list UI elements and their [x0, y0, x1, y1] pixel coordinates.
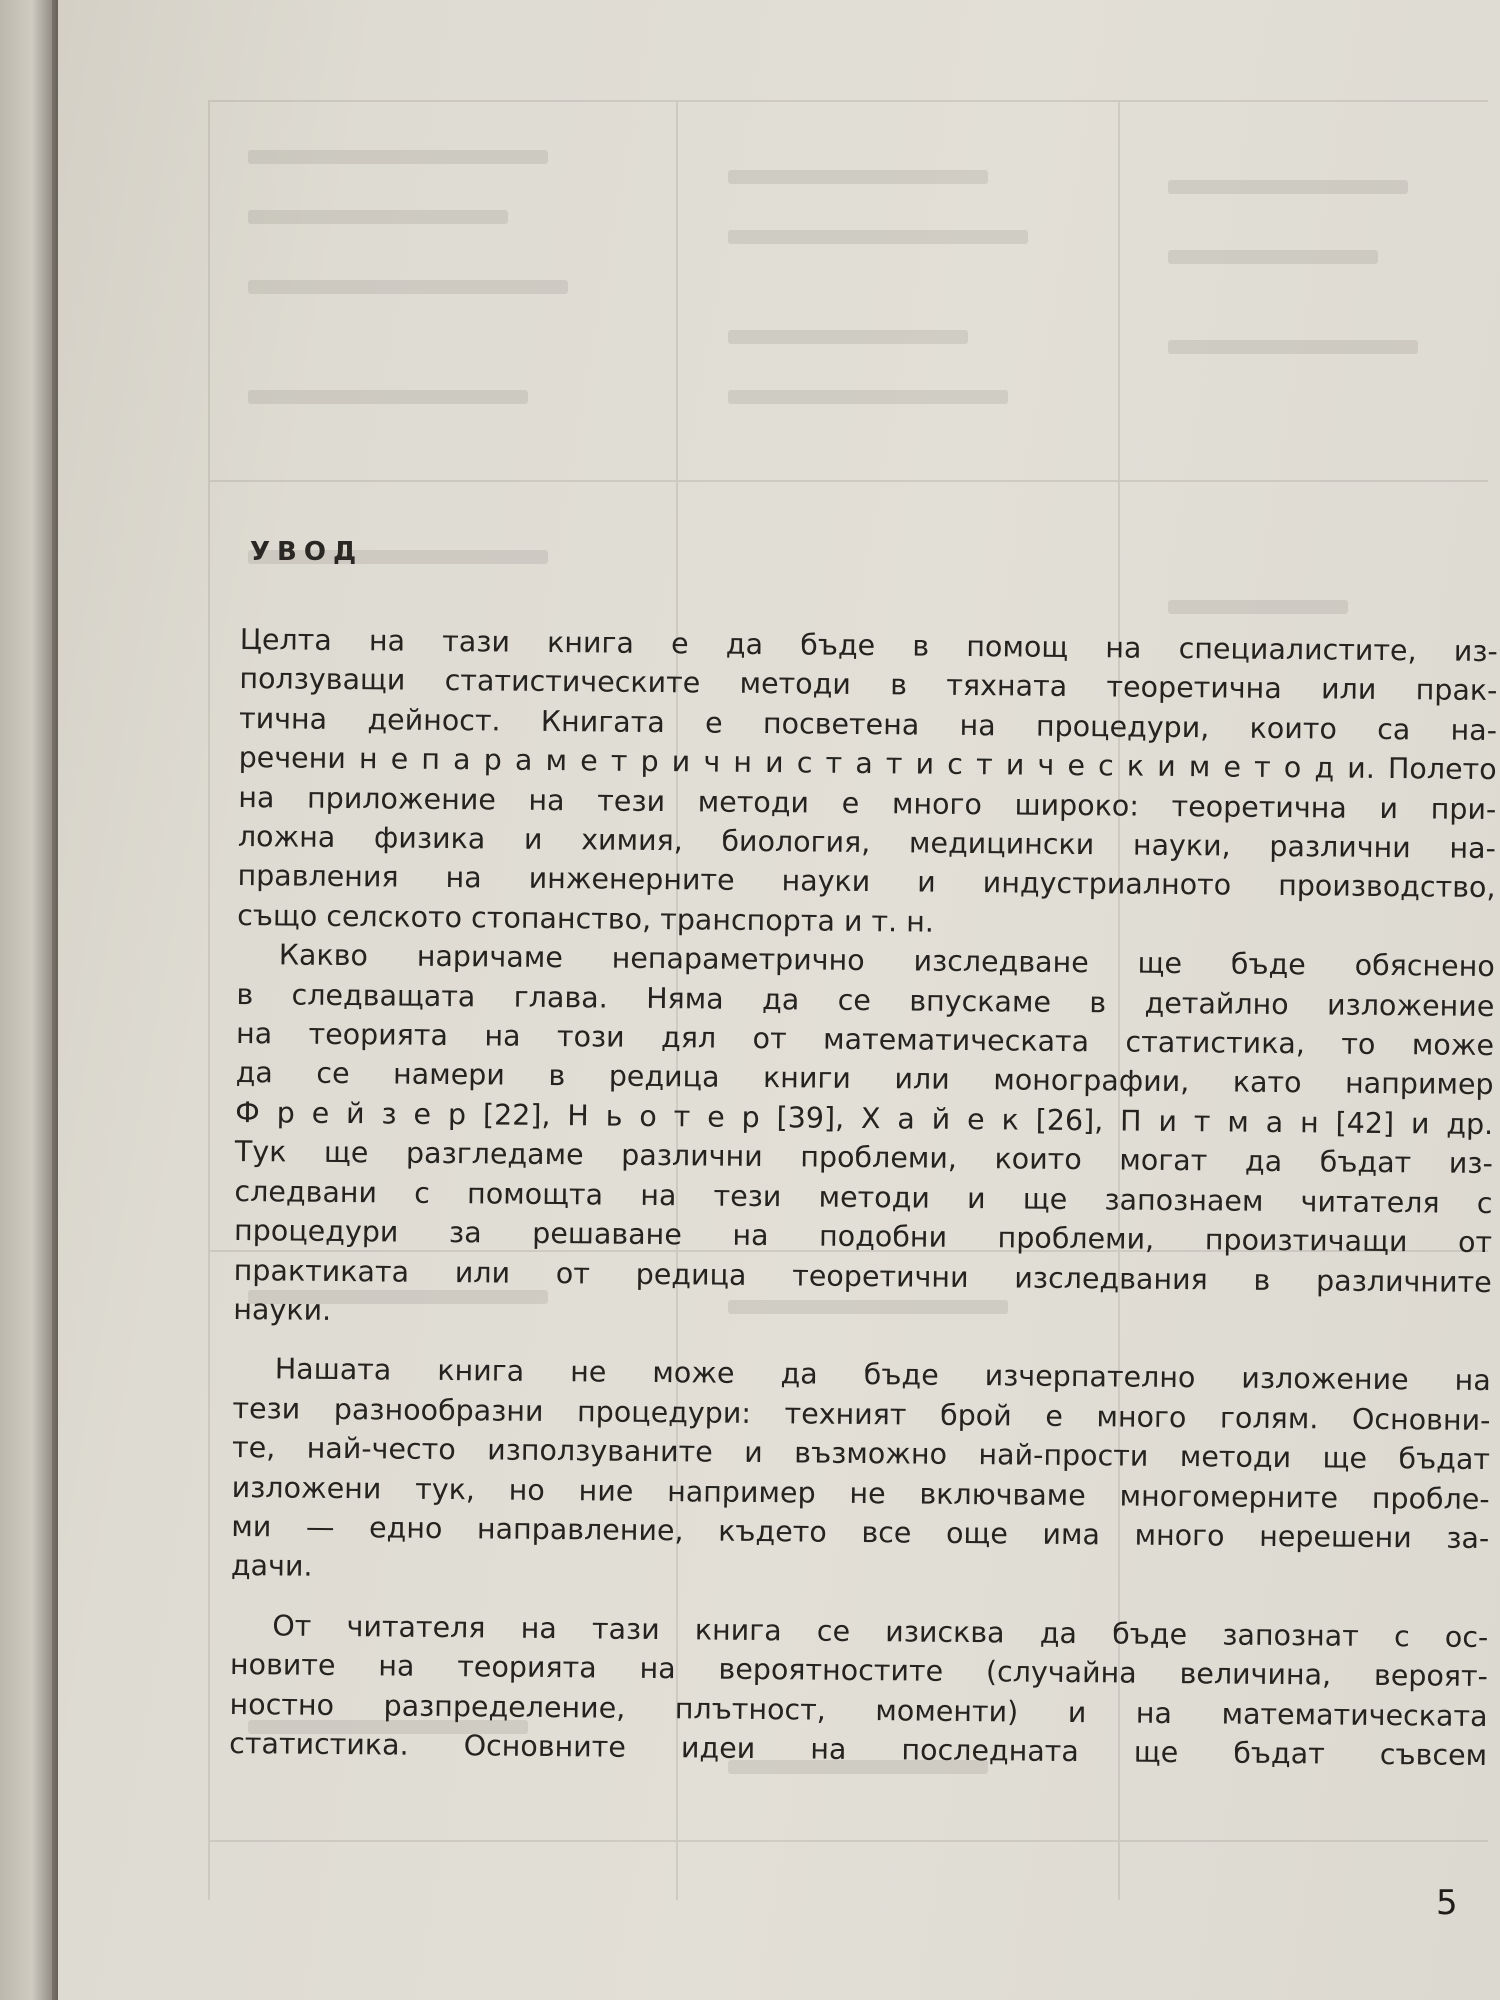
text-line: също селското стопанство, транспорта и т. н.	[237, 898, 935, 939]
text-line: следвани с помощта на тези методи и ще запознаем читателя с	[234, 1174, 1493, 1220]
paragraph-4	[229, 1606, 1488, 1776]
text-line: в следващата глава. Няма да се впускаме в детайлно изложение	[236, 977, 1495, 1023]
text-line: новите на теорията на вероятностите (случайна величина, вероят-	[229, 1648, 1489, 1694]
paragraph-3	[231, 1349, 1491, 1598]
text-line: те, най-често използуваните и възможно най-прости методи ще бъдат	[231, 1431, 1491, 1477]
paragraph-2	[233, 935, 1495, 1341]
book-binding	[0, 0, 58, 2000]
text-line: Тук ще разгледаме различни проблеми, които могат да бъдат из-	[234, 1135, 1493, 1181]
text-line: статистика. Основните идеи на последната ще бъдат съвсем	[229, 1726, 1488, 1772]
text-line: тези разнообразни процедури: техният брой е много голям. Основни-	[232, 1391, 1491, 1437]
text-line: тична дейност. Книгата е посветена на процедури, които са на-	[238, 701, 1498, 747]
book-page	[58, 0, 1500, 2000]
text-line: ми — едно направление, където все още има много нерешени за-	[231, 1509, 1490, 1555]
text-line: ложна физика и химия, биология, медицински науки, различни на-	[237, 820, 1497, 866]
text-line: правления на инженерните науки и индустриалното производство,	[237, 859, 1496, 905]
page-number: 5	[1436, 1883, 1458, 1923]
text-line: Какво наричаме непараметрично изследване ще бъде обяснено	[278, 938, 1495, 984]
text-line: ползуващи статистическите методи в тяхната теоретична или прак-	[239, 662, 1498, 708]
body-text	[229, 620, 1498, 1775]
text-line: на теорията на този дял от математическата статистика, то може	[235, 1017, 1495, 1063]
text-line: процедури за решаване на подобни проблеми, произтичащи от	[233, 1214, 1493, 1260]
text-line: науки.	[233, 1292, 332, 1327]
text-line: изложени тук, но ние например не включваме многомерните пробле-	[231, 1470, 1490, 1516]
text-line: ностно разпределение, плътност, моменти) и на математическата	[229, 1687, 1488, 1733]
text-line: От читателя на тази книга се изисква да бъде запознат с ос-	[272, 1609, 1489, 1654]
section-heading: УВОД	[250, 537, 364, 567]
paragraph-1	[237, 620, 1498, 947]
text-line: Нашата книга не може да бъде изчерпателно изложение на	[274, 1352, 1491, 1398]
text-line: речени н е п а р а м е т р и ч н и с т а т и с т и ч е с к и м е т о д и. Полето	[238, 741, 1497, 787]
text-line: дачи.	[230, 1549, 313, 1584]
text-line: практиката или от редица теоретични изследвания в различните	[233, 1253, 1492, 1299]
text-line: Целта на тази книга е да бъде в помощ на специалистите, из-	[239, 622, 1498, 669]
text-line: да се намери в редица книги или монографии, като например	[235, 1056, 1494, 1102]
text-line: Ф р е й з е р [22], Н ь о т е р [39], Х а й е к [26], П и т м а н [42] и др.	[235, 1095, 1494, 1141]
text-line: на приложение на тези методи е много широко: теоретична и при-	[238, 780, 1497, 826]
